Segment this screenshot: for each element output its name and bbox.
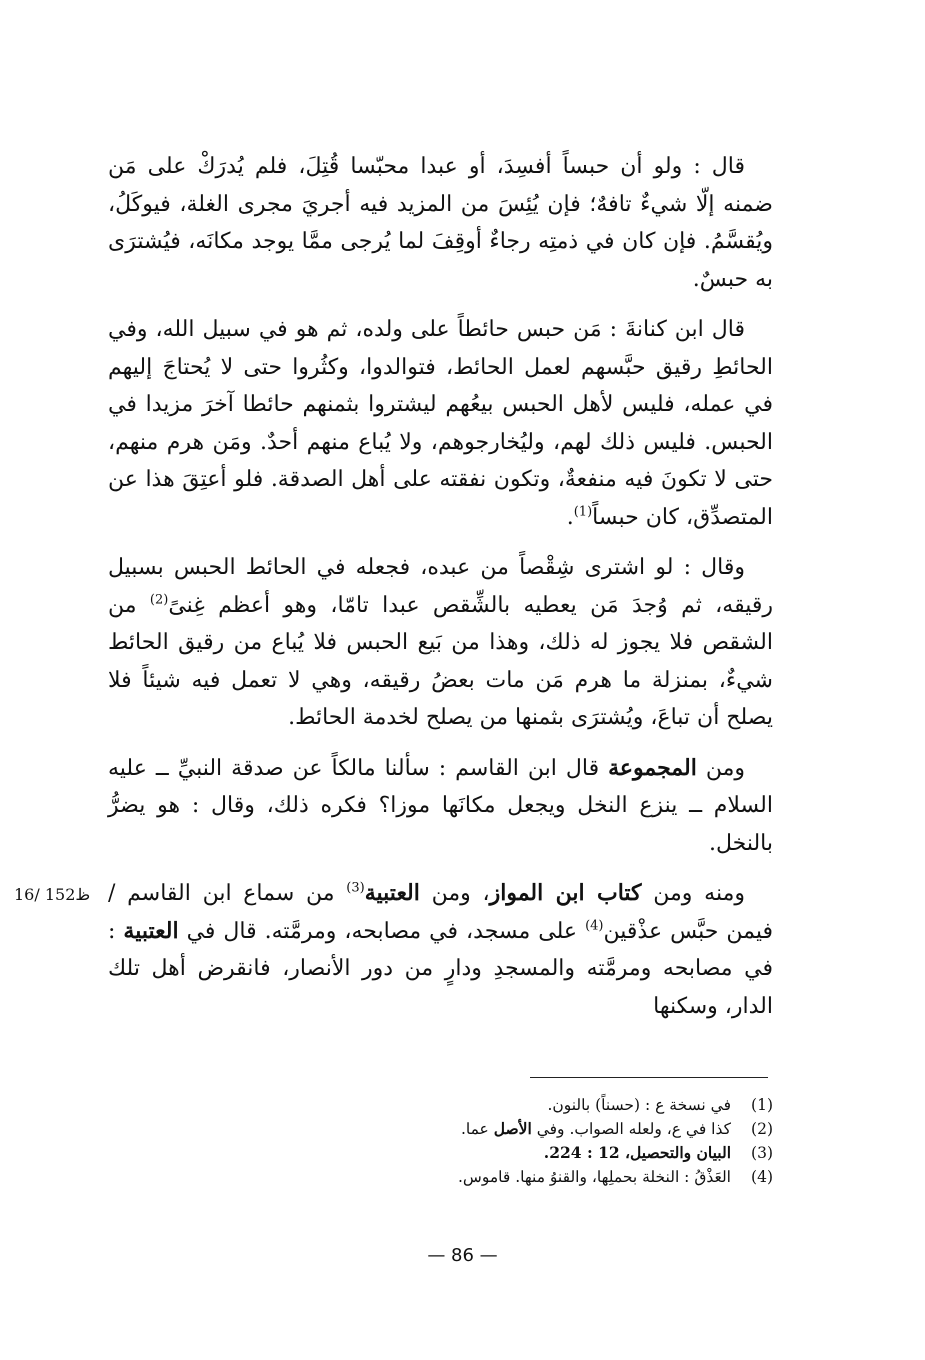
footnotes: [173, 1093, 773, 1189]
paragraph-1: قال : ولو أن حبساً أفسِدَ، أو عبدا محبّسا قُتِلَ، فلم يُدرَكْ على مَن ضمنه إلّا شيءٌ تافهٌ؛ فإن يُئِسَ من المزيد فيه أجريَ مجرى الغلة، فيوكَلُ، ويُقسَّمُ. فإن كان في ذمتِه رجاءٌ أوقِفَ لما يُرجى ممَّا يوجد مكانَه، فيُشترَى به حبسٌ.: [108, 154, 773, 292]
footnote-ref-4[interactable]: (4): [585, 918, 604, 934]
source-title-utbiyya: العتبية: [364, 880, 420, 906]
footnote-divider: [530, 1077, 768, 1078]
footnote-4: [173, 1165, 773, 1189]
footnote-text: كذا في ع، ولعله الصواب. وفي الأصل عما.: [460, 1119, 731, 1138]
source-title-ibn-mawwaz: كتاب ابن المواز: [489, 880, 642, 906]
footnote-text: العَذْقُ : النخلة بحملِها، والقنوُ منها. قاموس.: [458, 1168, 731, 1186]
manuscript-folio-note: 16/ 152ظ: [14, 885, 91, 904]
footnote-text: البيان والتحصيل، 12 : 224.: [543, 1143, 731, 1162]
paragraph-2: قال ابن كنانةَ : مَن حبس حائطاً على ولده، ثم هو في سبيل الله، وفي الحائطِ رقيق حبَّسهم لعمل الحائط، فتوالدوا، وكثُروا حتى لا يُحتاجَ إليهم في عمله، فليس لأهل الحبس بيعُهم ليشتروا بثمنهم حائطا آخرَ مزيدا في الحبس. فليس ذلك لهم، وليُخارجوهم، ولا يُباع منهم أحدٌ. ومَن هرم منهم، حتى لا تكونَ فيه منفعةٌ، وتكون نفقته على أهل الصدقة. فلو أعتِقَ هذا عن المتصدِّق، كان حبساً$^{(1)}$.: [108, 317, 773, 530]
footnote-3: [173, 1141, 773, 1165]
page-number: — 86 —: [427, 1245, 498, 1266]
source-title-utbiyya-2: العتبية: [123, 917, 179, 944]
footnote-number: (1): [751, 1096, 773, 1114]
source-title-majmua: المجموعة: [608, 754, 697, 781]
footnote-number: (3): [751, 1144, 773, 1162]
footnote-number: (2): [751, 1120, 773, 1138]
paragraph-5: ومنه ومن كتاب ابن المواز، ومن العتبية$^{(3)}$ من سماع ابن القاسم / فيمن حبَّس عذْقين$^{(4)}$ على مسجد، في مصابحه، ومرمَّته. قال في العتبية : في مصابحه ومرمَّته والمسجدِ ودارٍ من دور الأنصار، فانقرض أهل تلك الدار، وسكنها: [108, 880, 773, 1019]
paragraph-3: وقال : لو اشترى شِقْصاً من عبده، فجعله في الحائط الحبس بسبيل رقيقه، ثم وُجدَ مَن يعطيه بالشِّقص عبدا تامّا، وهو أعظم غِنىً$^{(2)}$ من الشقص فلا يجوز له ذلك، وهذا من بَيع الحبس فلا يُباع من رقيق الحائط شيءٌ، بمنزلة ما هرم مَن مات بعضُ رقيقه، وهي لا تعمل فيه شيئاً فلا يصلح أن تباعَ، ويُشترَى بثمنها من يصلح لخدمة الحائط.: [108, 555, 773, 730]
footnote-1: [173, 1093, 773, 1117]
footnote-ref-3[interactable]: (3): [346, 880, 365, 896]
footnote-2: [173, 1117, 773, 1141]
footnote-number: (4): [751, 1168, 773, 1186]
main-text: [108, 148, 773, 1038]
footnote-ref-2[interactable]: (2): [149, 592, 169, 608]
footnote-ref-1[interactable]: (1): [573, 504, 593, 520]
footnote-text: في نسخة ع : (حسناً) بالنون.: [547, 1096, 731, 1114]
paragraph-4: ومن المجموعة قال ابن القاسم : سألنا مالكاً عن صدقة النبيِّ ــ عليه السلام ــ ينزع النخل ويجعل مكانَها موزا؟ فكره ذلك، وقال : هو يضرُّ بالنخل.: [108, 754, 773, 856]
